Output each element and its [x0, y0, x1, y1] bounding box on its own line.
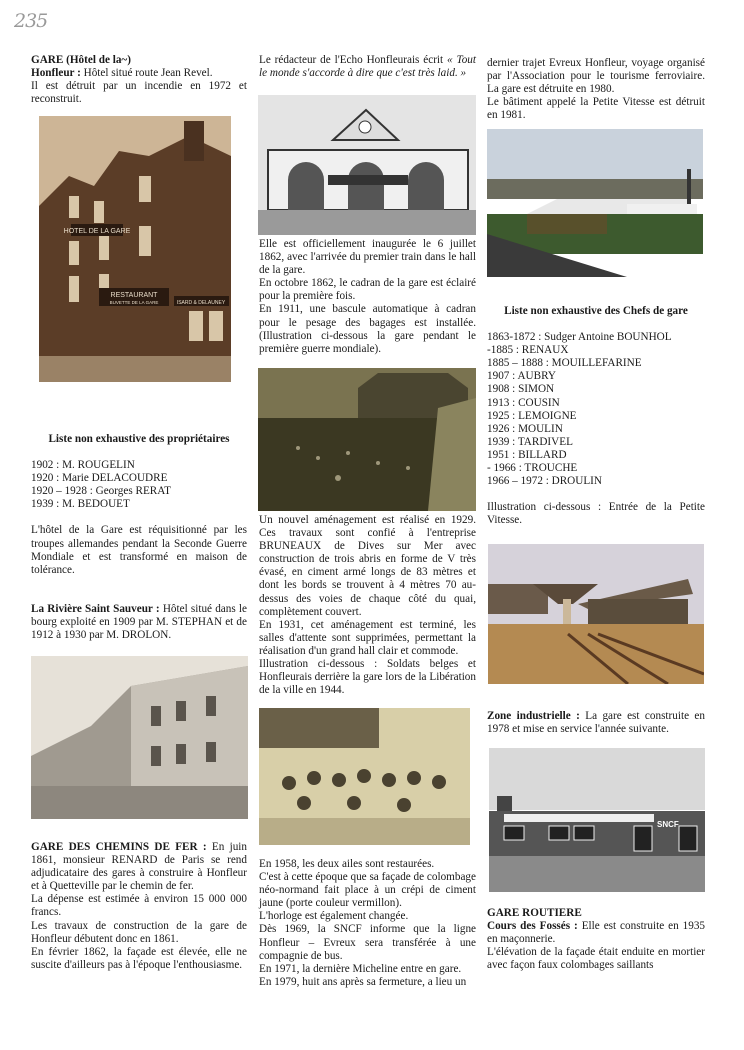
hotel-intro: Honfleur : Hôtel situé route Jean Revel. — [31, 67, 213, 80]
list-item: 1966 – 1972 : DROULIN — [487, 475, 602, 488]
svg-text:HOTEL DE LA GARE: HOTEL DE LA GARE — [63, 228, 131, 235]
list-item: 1908 : SIMON — [487, 383, 555, 396]
horloge-text: L'horloge est également changée. — [259, 910, 409, 923]
zone-industrielle-text: Zone industrielle : La gare est construite en 1978 et mise en service l'année suivante. — [487, 710, 705, 736]
echo-section — [259, 54, 476, 80]
photo-gare-zone-industrielle — [489, 748, 705, 892]
travaux-text: Les travaux de construction de la gare de Honfleur débutent donc en 1861. — [31, 919, 247, 945]
dernier-trajet-section — [487, 57, 705, 122]
hotel-title: GARE (Hôtel de la~) — [31, 54, 131, 66]
list-item: 1913 : COUSIN — [487, 396, 560, 409]
svg-text:ISARD & DELAUNEY: ISARD & DELAUNEY — [176, 300, 226, 306]
elevation-text: L'élévation de la façade était enduite en mortier avec façon faux colombages saillants — [487, 946, 705, 972]
inauguration-text: Elle est officiellement inaugurée le 6 juillet 1862, avec l'arrivée du premier train dans le hall de la gare. — [259, 238, 476, 277]
fevrier-text: En février 1862, la façade est élevée, elle ne suscite d'ailleurs pas à l'époque l'enthousiasme. — [31, 945, 247, 971]
gare-routiere-title: GARE ROUTIERE — [487, 907, 582, 919]
list-item: 1939 : M. BEDOUET — [31, 498, 130, 511]
bascule-text: En 1911, une bascule automatique à cadran pour le pesage des bagages est installée. (Illustration ci-dessous la gare pendant le première guerre mondiale). — [259, 303, 476, 355]
photo-liberation-1944 — [259, 708, 470, 845]
chemins-de-fer-section — [31, 841, 247, 972]
building-illustration — [39, 116, 231, 382]
amenagement-section — [259, 514, 476, 697]
zone-industrielle-section — [487, 710, 705, 736]
list-item: 1926 : MOULIN — [487, 422, 563, 435]
list-item: -1885 : RENAUX — [487, 344, 569, 357]
svg-text:BUVETTE DE LA GARE: BUVETTE DE LA GARE — [109, 300, 159, 305]
facade-text: C'est à cette époque que sa façade de colombage néo-normand fait place à un crépi de ciment jaune (porte couleur vermillon). — [259, 871, 476, 910]
list-item: 1951 : BILLARD — [487, 448, 567, 461]
owners-section — [31, 433, 247, 642]
list-item: 1939 : TARDIVEL — [487, 435, 573, 448]
owners-list — [31, 459, 247, 511]
list-item: 1907 : AUBRY — [487, 370, 557, 383]
list-item: 1885 – 1888 : MOUILLEFARINE — [487, 357, 642, 370]
chefs-list — [487, 331, 705, 488]
photo-quais-abris — [488, 544, 704, 684]
photo-riviere-saint-sauveur — [31, 656, 248, 819]
sncf-sign: SNCF — [657, 820, 679, 829]
amenagement-text: Un nouvel aménagement est réalisé en 1929. Ces travaux sont confié à l'entreprise BRUNEAUX de Dives sur Mer avec construction de trois abris en forme de V très évasé, en ciment armé longs de 83 mètres et dont les bords se trouvent à 4 mètres 70 au-dessus des voies de chaque côté du quai, complètement couvert. — [259, 514, 476, 618]
gare-routiere-section — [487, 907, 705, 972]
photo-petite-vitesse — [487, 129, 703, 277]
requisition-text: L'hôtel de la Gare est réquisitionné par les troupes allemandes pendant la Seconde Guerre Mondiale et est transformé en maison de tolérance. — [31, 524, 247, 576]
chefs-section — [487, 305, 705, 527]
echo-text: Le rédacteur de l'Echo Honfleurais écrit « Tout le monde s'accorde à dire que c'est très laid. » — [259, 54, 476, 80]
dernier-trajet-text: dernier trajet Evreux Honfleur, voyage organisé par l'Association pour le tourisme ferroviaire. La gare est détruite en 1980. — [487, 57, 705, 96]
column-1 — [31, 54, 247, 106]
inauguration-section — [259, 238, 476, 356]
list-item: 1920 : Marie DELACOUDRE — [31, 472, 168, 485]
list-item: - 1966 : TROUCHE — [487, 462, 578, 475]
list-item: 1902 : M. ROUGELIN — [31, 459, 135, 472]
list-item: 1925 : LEMOIGNE — [487, 409, 577, 422]
petite-vitesse-illustration-text: Illustration ci-dessous : Entrée de la Petite Vitesse. — [487, 501, 705, 527]
liberation-illustration-text: Illustration ci-dessous : Soldats belges et Honfleurais derrière la gare lors de la Libération de la ville en 1944. — [259, 658, 476, 697]
depense-text: La dépense est estimée à environ 15 000 000 francs. — [31, 893, 247, 919]
page-number: 235 — [14, 10, 48, 32]
petite-vitesse-text: Le bâtiment appelé la Petite Vitesse est détruit en 1981. — [487, 96, 705, 122]
chefs-title: Liste non exhaustive des Chefs de gare — [504, 305, 688, 317]
riviere-text: La Rivière Saint Sauveur : Hôtel situé dans le bourg exploité en 1909 par M. STEPHAN et de 1912 à 1930 par M. DROLON. — [31, 602, 247, 642]
list-item: 1863-1872 : Sudger Antoine BOUNHOL — [487, 331, 672, 344]
sncf-text: Dès 1969, la SNCF informe que la ligne Honfleur – Evreux sera transférée à une compagnie de bus. — [259, 923, 476, 962]
micheline-text: En 1971, la dernière Micheline entre en gare. — [259, 962, 462, 975]
hotel-destroyed-text: Il est détruit par un incendie en 1972 et reconstruit. — [31, 80, 247, 106]
fermeture-text: En 1979, huit ans après sa fermeture, a lieu un — [259, 975, 467, 988]
list-item: 1920 – 1928 : Georges RERAT — [31, 485, 171, 498]
photo-gare-facade — [258, 95, 476, 235]
restaurees-text: En 1958, les deux ailes sont restaurées. — [259, 858, 435, 870]
photo-hotel-de-la-gare — [39, 116, 231, 382]
photo-gare-ww1 — [258, 368, 476, 511]
svg-text:RESTAURANT: RESTAURANT — [110, 292, 158, 299]
cadran-text: En octobre 1862, le cadran de la gare est éclairé pour la première fois. — [259, 277, 476, 303]
restauration-section — [259, 858, 476, 989]
chemins-de-fer-intro: GARE DES CHEMINS DE FER : En juin 1861, monsieur RENARD de Paris se rend adjudicataire des gares à construire à Honfleur et à Quetteville par le chemin de fer. — [31, 841, 247, 893]
gare-routiere-intro: Cours des Fossés : Elle est construite en 1935 en maçonnerie. — [487, 920, 706, 946]
owners-title: Liste non exhaustive des propriétaires — [48, 433, 230, 445]
termine-text: En 1931, cet aménagement est terminé, les salles d'attente sont supprimées, permettant la réalisation d'un grand hall clair et commode. — [259, 618, 476, 657]
